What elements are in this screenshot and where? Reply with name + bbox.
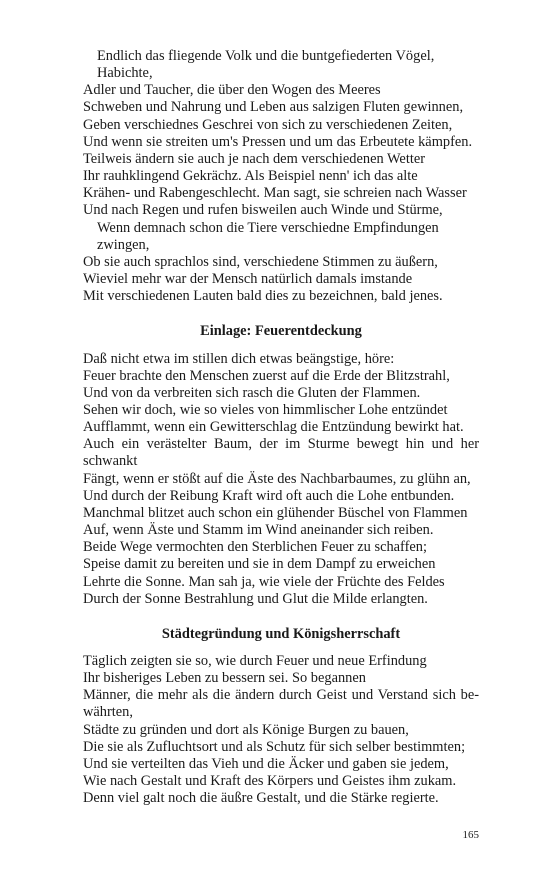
verse-line: Fängt, wenn er stößt auf die Äste des Nachbarbaumes, zu glühn an, — [83, 470, 471, 487]
page-body — [83, 48, 479, 807]
verse-line: Auch ein verästelter Baum, der im Sturme bewegt hin und her — [83, 436, 479, 453]
stanza-birds — [83, 48, 479, 305]
verse-line: Die sie als Zufluchtsort und als Schutz für sich selber bestimmten; — [83, 738, 466, 755]
verse-line: Und sie verteilten das Vieh und die Äcker und gaben sie jedem, — [83, 755, 449, 772]
verse-line: Schweben und Nahrung und Leben aus salzigen Fluten gewinnen, — [83, 99, 464, 116]
verse-line: Sehen wir doch, wie so vieles von himmlischer Lohe entzündet — [83, 401, 448, 418]
verse-line: Endlich das fliegende Volk und die buntgefiederten Vögel, — [97, 48, 435, 64]
verse-line: Adler und Taucher, die über den Wogen des Meeres — [83, 82, 381, 99]
verse-line: Mit verschiedenen Lauten bald dies zu bezeichnen, bald jenes. — [83, 288, 443, 305]
verse-line: Krähen- und Rabengeschlecht. Man sagt, sie schreien nach Wasser — [83, 185, 467, 202]
verse-line: währten, — [83, 704, 133, 721]
verse-line: Und von da verbreiten sich rasch die Gluten der Flammen. — [83, 384, 421, 401]
verse-line: schwankt — [83, 453, 138, 470]
verse-line: Daß nicht etwa im stillen dich etwas beängstige, höre: — [83, 350, 395, 367]
verse-line: Männer, die mehr als die ändern durch Geist und Verstand sich be- — [83, 687, 479, 704]
verse-line: Wenn demnach schon die Tiere verschiedne Empfindungen — [97, 219, 439, 236]
verse-line: Städte zu gründen und dort als Könige Burgen zu bauen, — [83, 721, 409, 738]
verse-line: Manchmal blitzet auch schon ein glühender Büschel von Flammen — [83, 504, 468, 521]
verse-line: Beide Wege vermochten den Sterblichen Feuer zu schaffen; — [83, 539, 427, 556]
section-heading: Einlage: Feuerentdeckung — [200, 323, 362, 340]
page-number: 165 — [462, 829, 479, 841]
verse-line: Wieviel mehr war der Mensch natürlich damals imstande — [83, 271, 413, 288]
verse-line: Denn viel galt noch die äußre Gestalt, und die Stärke regierte. — [83, 790, 439, 807]
section-heading: Städtegründung und Königsherrschaft — [161, 625, 401, 642]
verse-line: Speise damit zu bereiten und sie in dem Dampf zu erweichen — [83, 556, 436, 573]
verse-line: Auf, wenn Äste und Stamm im Wind aneinander sich reiben. — [83, 522, 434, 539]
verse-line: Und durch der Reibung Kraft wird oft auch die Lohe entbunden. — [83, 487, 455, 504]
stanza-fire — [83, 351, 479, 608]
verse-line: Habichte, — [97, 65, 153, 82]
verse-line: Ob sie auch sprachlos sind, verschiedene Stimmen zu äußern, — [83, 253, 438, 270]
verse-line: Teilweis ändern sie auch je nach dem verschiedenen Wetter — [83, 150, 425, 167]
verse-line: Und nach Regen und rufen bisweilen auch Winde und Stürme, — [83, 202, 443, 219]
verse-line: Ihr rauhklingend Gekrächz. Als Beispiel nenn' ich das alte — [83, 168, 418, 185]
verse-line: Ihr bisheriges Leben zu bessern sei. So begannen — [83, 670, 366, 687]
verse-line: Aufflammt, wenn ein Gewitterschlag die Entzündung bewirkt hat. — [83, 419, 464, 436]
verse-line: Geben verschiednes Geschrei von sich zu verschiedenen Zeiten, — [83, 116, 453, 133]
verse-line: Lehrte die Sonne. Man sah ja, wie viele der Früchte des Feldes — [83, 573, 445, 590]
verse-line: Durch der Sonne Bestrahlung und Glut die Milde erlangten. — [83, 590, 428, 607]
verse-line: Täglich zeigten sie so, wie durch Feuer und neue Erfindung — [83, 653, 427, 669]
verse-line: Wie nach Gestalt und Kraft des Körpers und Geistes ihm zukam. — [83, 773, 457, 790]
verse-line: zwingen, — [97, 236, 150, 253]
verse-line: Und wenn sie streiten um's Pressen und um das Erbeutete kämpfen. — [83, 133, 473, 150]
stanza-cities — [83, 653, 479, 807]
verse-line: Feuer brachte den Menschen zuerst auf die Erde der Blitzstrahl, — [83, 367, 450, 384]
